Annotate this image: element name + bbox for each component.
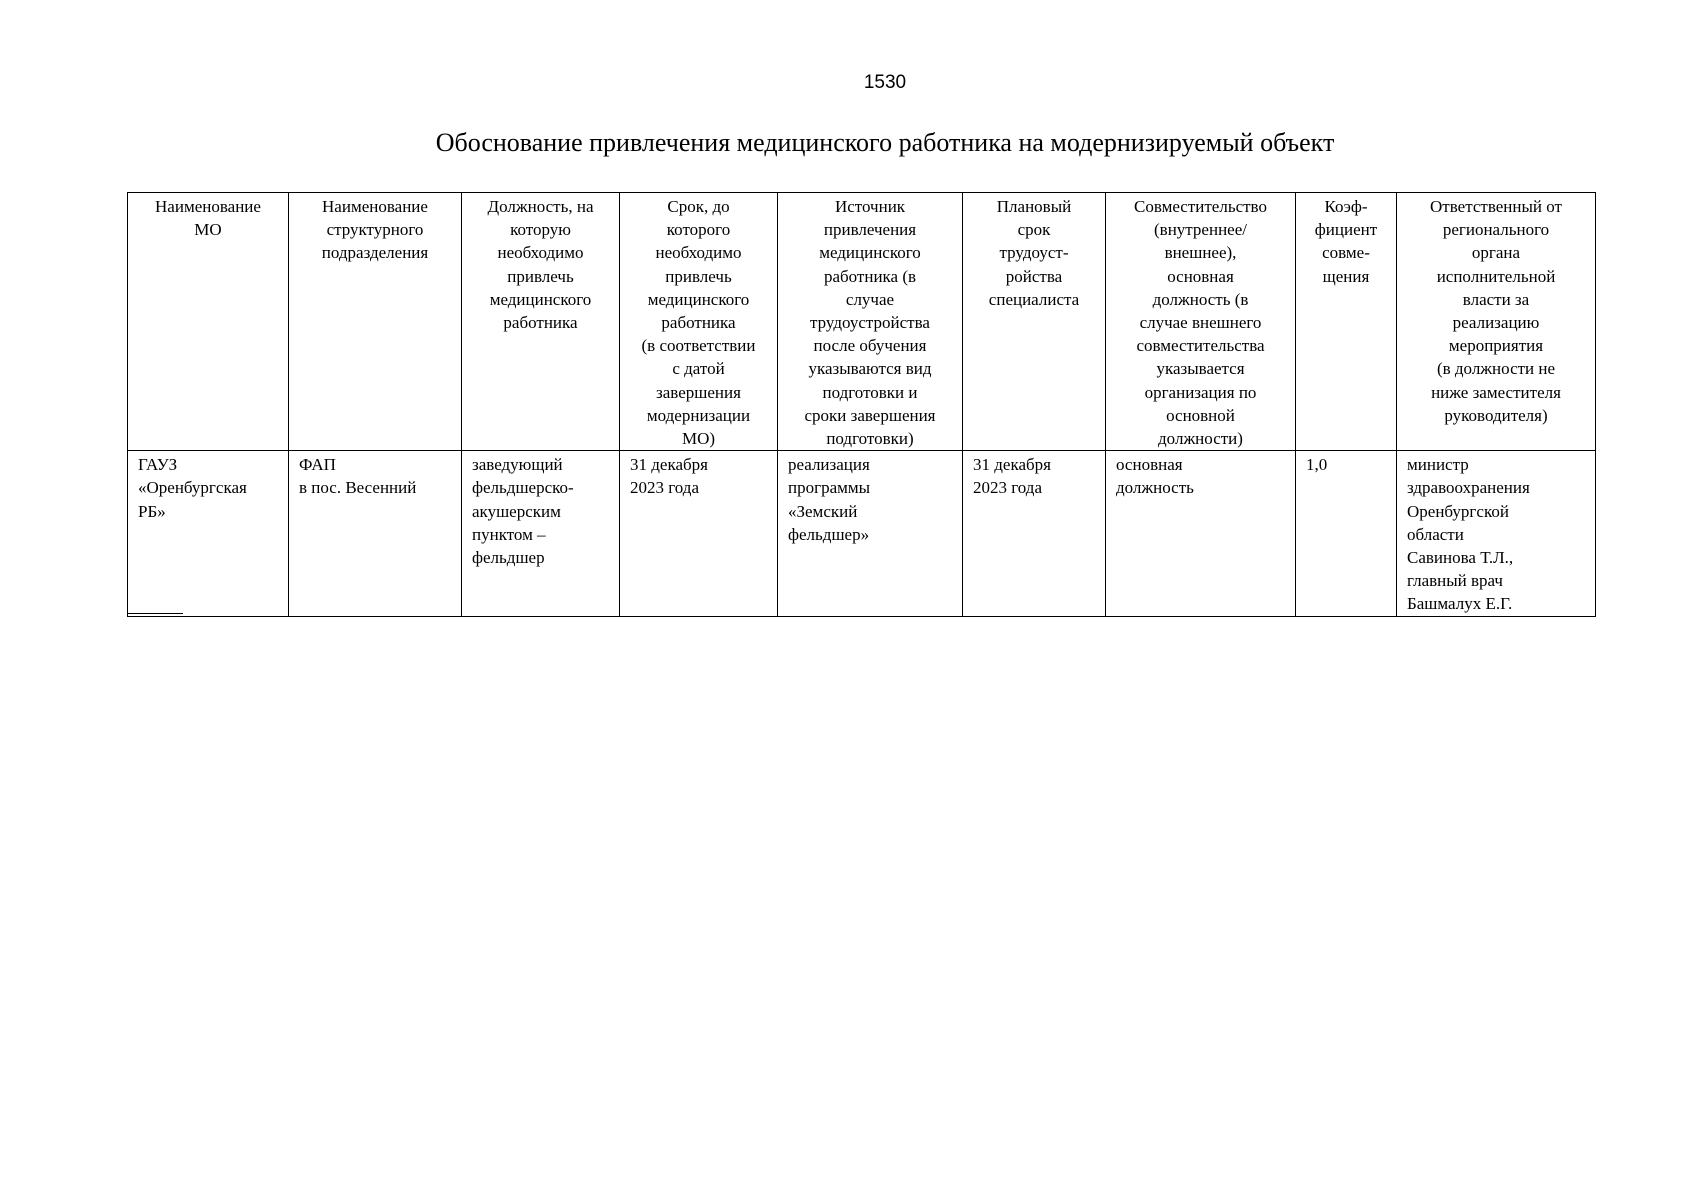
header-line: МО) [681,429,716,449]
cell-combination-coefficient [1296,451,1397,616]
cell-line: 2023 года [630,478,700,498]
table-header-row [128,193,1596,451]
cell-line: заведующий [472,455,563,475]
header-line: случае [845,289,895,309]
header-line: (в должности не [1436,359,1556,379]
header-line: совме- [1322,243,1370,263]
cell-line: РБ» [138,501,166,521]
header-line: трудоуст- [999,243,1069,263]
header-structural-unit [289,193,462,451]
cell-recruitment-source [778,451,963,616]
cell-line: пунктом – [472,524,546,544]
cell-combination [1106,451,1296,616]
header-line: Ответственный от [1430,197,1562,216]
header-line: власти за [1462,289,1530,309]
header-line: трудоустройства [810,313,930,333]
footnote-underline [127,613,183,614]
cell-line: 31 декабря [630,455,708,475]
cell-mo-name [128,451,289,616]
header-line: внешнее), [1164,243,1237,263]
header-recruitment-source [778,193,963,451]
header-line: Плановый [996,197,1072,216]
header-line: основной [1166,405,1235,425]
cell-line: «Земский [788,501,858,521]
header-position [462,193,620,451]
header-line: указывается [1156,359,1245,379]
header-combination [1106,193,1296,451]
header-line: необходимо [655,243,742,263]
cell-deadline [620,451,778,616]
cell-line: Савинова Т.Л., [1407,548,1514,568]
cell-line: области [1407,524,1464,544]
header-line: указываются вид [808,359,932,379]
header-line: ниже заместителя [1431,382,1561,402]
header-line: фициент [1314,220,1378,240]
header-line: органа [1471,243,1521,263]
header-line: должности) [1158,429,1243,449]
header-line: которого [666,220,731,240]
header-line: после обучения [813,336,927,356]
header-responsible-official [1397,193,1596,451]
header-line: Наименование [155,197,261,216]
cell-line: «Оренбургская [138,478,247,498]
header-line: МО [194,220,222,240]
header-line: работника (в [823,266,917,286]
header-line: работника [661,313,736,333]
cell-line: фельдшер [472,548,545,568]
document-title: Обоснование привлечения медицинского работника на модернизируемый объект [435,128,1335,157]
header-line: случае внешнего [1139,313,1262,333]
header-line: необходимо [497,243,584,263]
cell-line: Башмалух Е.Г. [1407,594,1513,614]
cell-line: фельдшерско- [472,478,574,498]
header-deadline [620,193,778,451]
cell-line: 1,0 [1306,455,1328,475]
header-line: (в соответствии [641,336,756,356]
cell-line: ФАП [299,455,336,475]
header-line: медицинского [647,289,750,309]
header-line: медицинского [819,243,921,263]
justification-table [127,192,1596,617]
header-line: сроки завершения [804,405,936,425]
cell-line: 31 декабря [973,455,1051,475]
cell-line: здравоохранения [1407,478,1530,498]
header-line: модернизации [646,405,751,425]
header-line: Совместительство [1134,197,1267,216]
header-line: мероприятия [1448,336,1544,356]
header-line: основная [1167,266,1234,286]
header-line: подготовки) [826,429,914,449]
header-line: организация по [1144,382,1257,402]
header-line: привлечения [823,220,917,240]
header-line: подготовки и [822,382,918,402]
header-line: медицинского [489,289,592,309]
cell-line: в пос. Весенний [299,478,417,498]
header-line: завершения [656,382,741,402]
cell-line: ГАУЗ [138,455,178,475]
cell-responsible-official [1397,451,1596,616]
header-line: которую [510,220,571,240]
cell-line: главный врач [1407,571,1503,591]
header-line: привлечь [507,266,574,286]
header-mo-name [128,193,289,451]
header-line: реализацию [1452,313,1540,333]
header-line: Срок, до [667,197,730,216]
header-line: структурного [326,220,424,240]
header-line: исполнительной [1436,266,1556,286]
cell-line: 2023 года [973,478,1043,498]
header-line: подразделения [321,243,429,263]
header-planned-employment [963,193,1106,451]
cell-line: реализация [788,455,870,475]
header-line: с датой [672,359,725,379]
header-line: Должность, на [487,197,594,216]
header-line: (внутреннее/ [1154,220,1247,240]
header-line: регионального [1442,220,1550,240]
table-row [128,451,1596,616]
header-line: привлечь [665,266,732,286]
header-line: специалиста [988,289,1080,309]
header-line: Источник [834,197,906,216]
header-line: Коэф- [1324,197,1368,216]
cell-line: министр [1407,455,1469,475]
header-line: руководителя) [1444,405,1548,425]
cell-line: программы [788,478,871,498]
header-line: Наименование [322,197,428,216]
header-combination-coefficient [1296,193,1397,451]
page-number: 1530 [863,72,907,93]
cell-line: основная [1116,455,1183,475]
cell-line: Оренбургской [1407,501,1509,521]
header-line: срок [1017,220,1051,240]
header-line: ройства [1005,266,1063,286]
header-line: совместительства [1136,336,1265,356]
header-line: работника [503,313,578,333]
cell-line: должность [1116,478,1194,498]
cell-position [462,451,620,616]
cell-line: акушерским [472,501,561,521]
cell-planned-employment [963,451,1106,616]
cell-line: фельдшер» [788,524,870,544]
header-line: должность (в [1152,289,1249,309]
header-line: щения [1322,266,1370,286]
cell-structural-unit [289,451,462,616]
